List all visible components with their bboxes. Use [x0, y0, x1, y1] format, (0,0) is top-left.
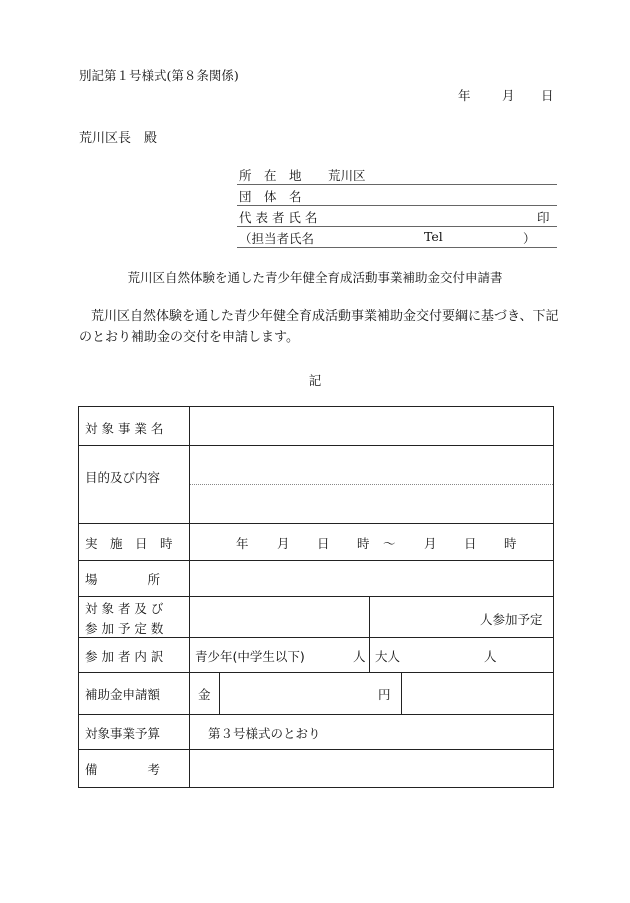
amount-unit-divider — [401, 672, 402, 714]
youth-label: 青少年(中学生以下) — [195, 649, 305, 664]
ki-heading: 記 — [308, 373, 322, 388]
seal-mark: 印 — [537, 210, 550, 225]
adult-label: 大人 — [375, 649, 401, 664]
label-project-name: 対 象 事 業 名 — [85, 421, 164, 436]
application-table — [78, 406, 554, 788]
tel-label: Tel — [424, 229, 443, 244]
label-amount: 補助金申請額 — [85, 687, 161, 702]
budget-value: 第３号様式のとおり — [208, 726, 321, 741]
label-participants-line2: 参 加 予 定 数 — [85, 621, 164, 636]
label-purpose: 目的及び内容 — [85, 470, 161, 485]
representative-label: 代 表 者 氏 名 — [239, 210, 318, 225]
address-value: 荒川区 — [328, 168, 366, 183]
amount-prefix: 金 — [198, 687, 211, 702]
contact-line — [237, 227, 557, 248]
label-remarks: 備 考 — [85, 762, 161, 777]
date-month-label: 月 — [502, 88, 515, 103]
amount-prefix-divider — [219, 672, 220, 714]
row-divider — [79, 637, 553, 638]
datetime-day-end: 日 — [464, 536, 477, 551]
contact-close: ） — [523, 231, 536, 246]
group-label: 団 体 名 — [239, 189, 302, 204]
datetime-day: 日 — [317, 536, 330, 551]
label-budget: 対象事業予算 — [85, 726, 161, 741]
document-title: 荒川区自然体験を通した青少年健全育成活動事業補助金交付申請書 — [127, 270, 503, 285]
row-divider — [79, 672, 553, 673]
row-divider — [79, 445, 553, 446]
middle-column-divider — [369, 596, 370, 672]
datetime-tilde: ～ — [383, 536, 396, 551]
youth-unit: 人 — [353, 649, 366, 664]
form-reference: 別記第１号様式(第８条関係) — [79, 68, 239, 83]
label-column-divider — [189, 407, 190, 787]
group-line — [237, 185, 557, 206]
date-day-label: 日 — [541, 88, 554, 103]
datetime-year: 年 — [236, 536, 249, 551]
address-label: 所 在 地 — [239, 168, 302, 183]
row-divider — [79, 714, 553, 715]
row-divider — [79, 523, 553, 524]
label-datetime: 実 施 日 時 — [85, 536, 173, 551]
label-place: 場 所 — [85, 572, 161, 587]
row-divider — [79, 596, 553, 597]
amount-unit: 円 — [378, 687, 391, 702]
datetime-hour-end: 時 — [504, 536, 517, 551]
date-year-label: 年 — [458, 88, 471, 103]
row-divider — [79, 749, 553, 750]
label-participants-line1: 対 象 者 及 び — [85, 601, 164, 616]
row-divider — [79, 560, 553, 561]
datetime-hour: 時 — [357, 536, 370, 551]
body-text: 荒川区自然体験を通した青少年健全育成活動事業補助金交付要綱に基づき、下記のとおり補助金の交付を申請します。 — [79, 309, 559, 345]
label-breakdown: 参 加 者 内 訳 — [85, 649, 164, 664]
contact-open: （担当者氏名 — [239, 231, 315, 246]
datetime-month-end: 月 — [424, 536, 437, 551]
representative-line — [237, 206, 557, 227]
participants-suffix: 人参加予定 — [480, 612, 543, 627]
address-line — [237, 164, 557, 185]
adult-unit: 人 — [484, 649, 497, 664]
purpose-dotted-line — [190, 484, 553, 485]
datetime-month: 月 — [277, 536, 290, 551]
addressee: 荒川区長 殿 — [79, 131, 158, 146]
